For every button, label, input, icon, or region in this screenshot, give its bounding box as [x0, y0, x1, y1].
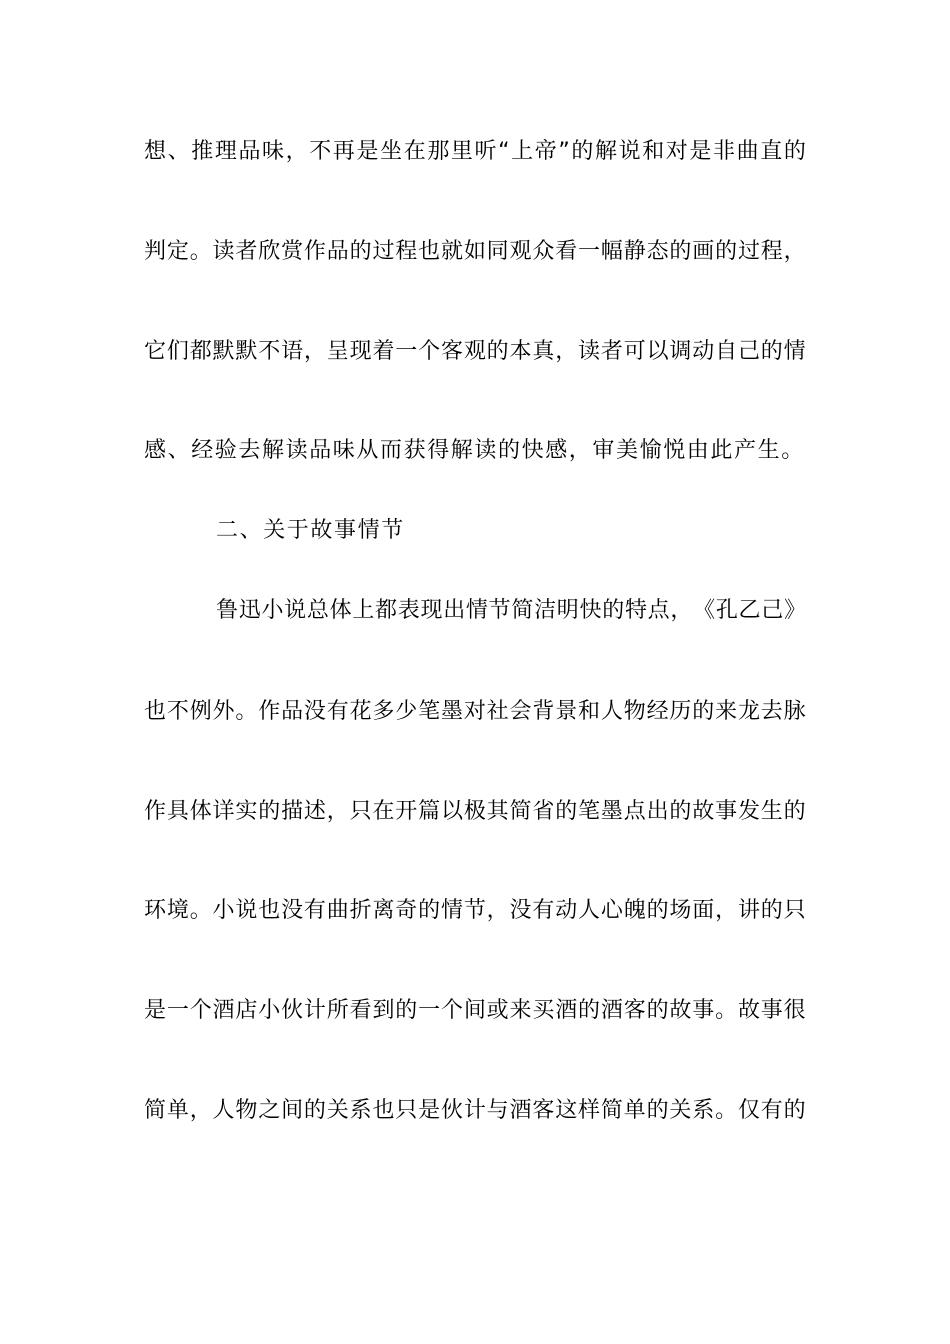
paragraph-line: 它 们 都 默 默 不 语 ， 呈 现 着 一 个 客 观 的 本 真 ， 读 者 可 以 调 动 自 己 的 情 — [144, 339, 806, 364]
paragraph-line: 是 一 个 酒 店 小 伙 计 所 看 到 的 一 个 间 或 来 买 酒 的 酒 客 的 故 事 。 故 事 很 — [144, 998, 806, 1023]
section-heading: 二、关于故事情节 — [216, 518, 405, 543]
paragraph-line-indented: 鲁 迅 小 说 总 体 上 都 表 现 出 情 节 简 洁 明 快 的 特 点 ， 《 孔 乙 己 》 — [216, 598, 806, 623]
paragraph-line: 想 、 推 理 品 味 ， 不 再 是 坐 在 那 里 听 “ 上 帝 ” 的 解 说 和 对 是 非 曲 直 的 — [144, 139, 806, 164]
paragraph-line: 简 单 ， 人 物 之 间 的 关 系 也 只 是 伙 计 与 酒 客 这 样 简 单 的 关 系 。 仅 有 的 — [144, 1098, 806, 1123]
paragraph-line: 也 不 例 外 。 作 品 没 有 花 多 少 笔 墨 对 社 会 背 景 和 人 物 经 历 的 来 龙 去 脉 — [144, 699, 806, 724]
paragraph-line: 判 定 。 读 者 欣 赏 作 品 的 过 程 也 就 如 同 观 众 看 一 幅 静 态 的 画 的 过 程 ， — [144, 239, 806, 264]
paragraph-line: 环 境 。 小 说 也 没 有 曲 折 离 奇 的 情 节 ， 没 有 动 人 心 魄 的 场 面 ， 讲 的 只 — [144, 898, 806, 923]
paragraph-line: 作 具 体 详 实 的 描 述 ， 只 在 开 篇 以 极 其 简 省 的 笔 墨 点 出 的 故 事 发 生 的 — [144, 799, 806, 824]
paragraph-line-last: 感、经验去解读品味从而获得解读的快感，审美愉悦由此产生。 — [144, 438, 805, 463]
